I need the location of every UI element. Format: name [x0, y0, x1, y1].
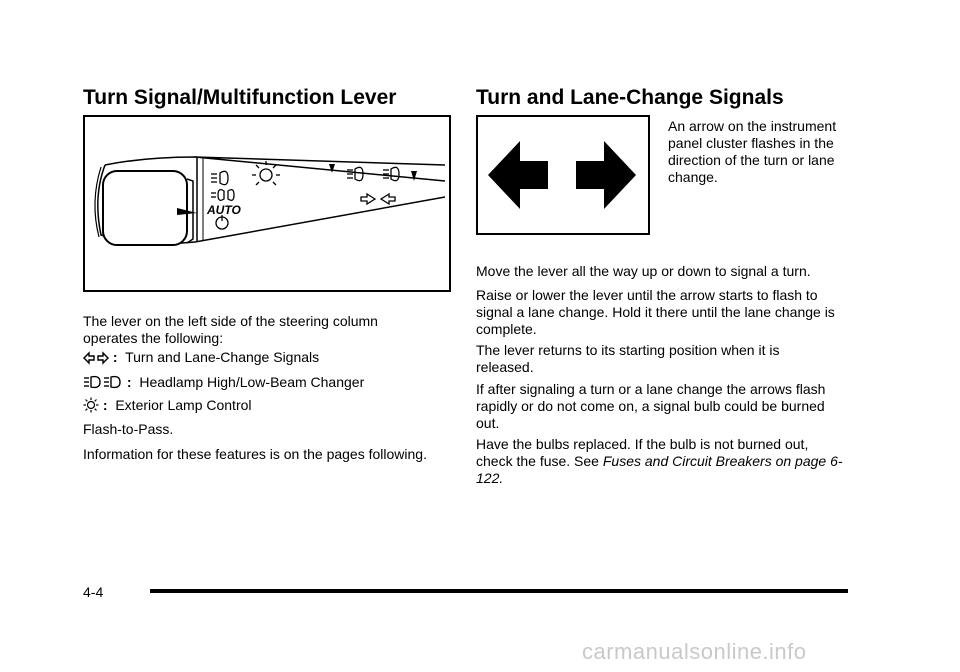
left-arrow-icon	[488, 141, 548, 209]
feature-item-headlamp-beam: : Headlamp High/Low-Beam Changer	[83, 374, 364, 391]
flash-to-pass-text: Flash-to-Pass.	[83, 421, 174, 437]
feature-label: Exterior Lamp Control	[115, 397, 252, 413]
fuses-reference: Fuses and Circuit Breakers on page 6-122	[476, 453, 843, 486]
headlamp-beam-icon	[83, 374, 127, 390]
paragraph-signal-turn: Move the lever all the way up or down to signal a turn.	[476, 263, 811, 279]
section-heading-turn-signal-lever: Turn Signal/Multifunction Lever	[83, 86, 397, 109]
info-text: Information for these features is on the pages following.	[83, 446, 427, 462]
paragraph-lane-change: Raise or lower the lever until the arrow starts to flash to signal a lane change. Hold it there until the lane change is complete.	[476, 287, 835, 337]
lever-intro-text: The lever on the left side of the steering column operates the following:	[83, 313, 378, 346]
watermark: carmanualsonline.info	[582, 639, 807, 664]
multifunction-lever-drawing	[85, 117, 449, 290]
exterior-lamp-icon	[83, 397, 103, 413]
turn-arrows-illustration	[476, 115, 650, 235]
paragraph-bulb-burned: If after signaling a turn or a lane change the arrows flash rapidly or do not come on, a signal bulb could be burned out.	[476, 381, 826, 431]
section-heading-turn-lane-change: Turn and Lane-Change Signals	[476, 86, 784, 109]
page-number: 4-4	[83, 584, 104, 600]
lever-illustration	[83, 115, 451, 292]
feature-label: Headlamp High/Low-Beam Changer	[139, 374, 365, 390]
feature-item-exterior-lamp: : Exterior Lamp Control	[83, 397, 252, 414]
right-arrow-icon	[576, 141, 636, 209]
footer-rule	[150, 589, 848, 593]
arrow-caption: An arrow on the instrument panel cluster flashes in the direction of the turn or lane change.	[668, 118, 837, 185]
feature-item-turn-signals: : Turn and Lane-Change Signals	[83, 349, 319, 366]
feature-label: Turn and Lane-Change Signals	[125, 349, 320, 365]
turn-signal-arrows-icon	[83, 349, 113, 365]
paragraph-replace-bulbs: Have the bulbs replaced. If the bulb is not burned out, check the fuse. See Fuses and Circuit Breakers on page 6-122.	[476, 436, 843, 486]
paragraph-lever-returns: The lever returns to its starting position when it is released.	[476, 342, 780, 375]
auto-label: AUTO	[207, 203, 241, 217]
